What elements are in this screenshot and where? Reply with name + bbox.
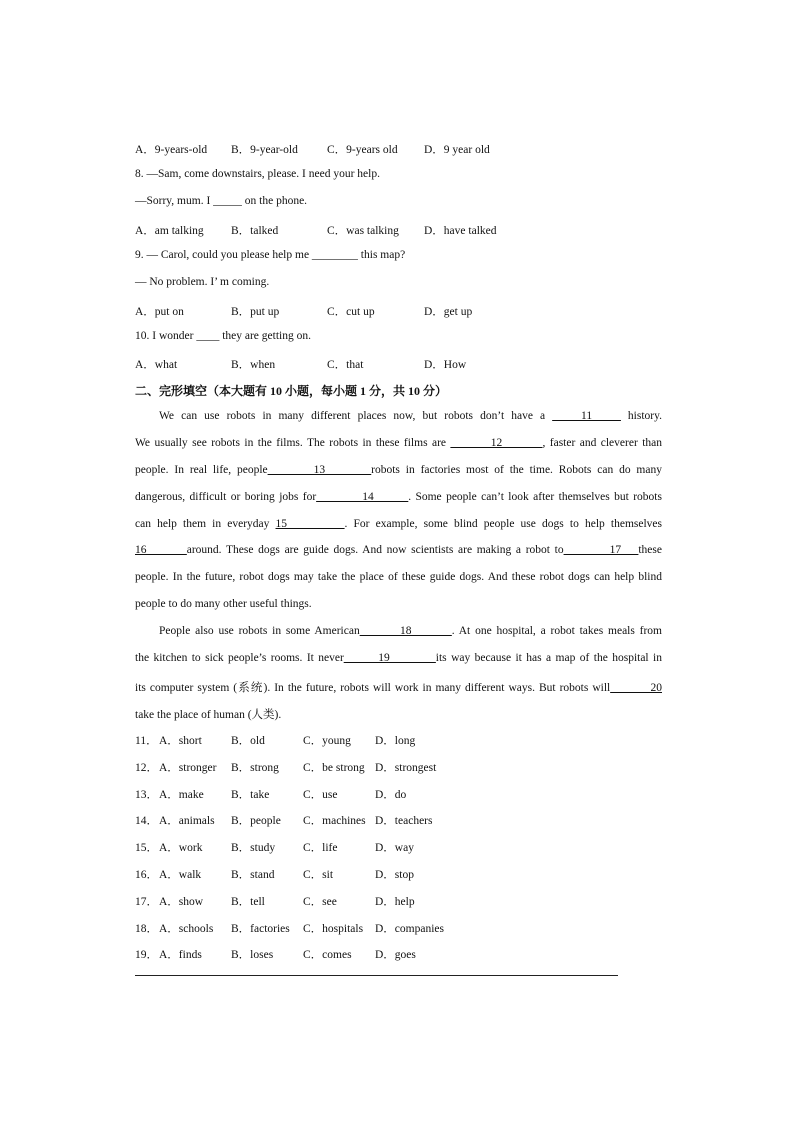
q7-option-b: B．9-year-old xyxy=(231,144,298,156)
choice-option[interactable]: D．companies xyxy=(375,923,444,935)
blank-18[interactable]: _______18_______ xyxy=(359,625,452,637)
passage-text: around. These dogs are guide dogs. And now scientists are making a robot to xyxy=(186,544,564,556)
choice-option[interactable]: A．show xyxy=(159,896,204,908)
blank-16[interactable]: 16_______ xyxy=(135,544,187,556)
section-title: 二、完形填空（本大题有 10 小题，每小题 1 分，共 10 分） xyxy=(135,384,448,398)
choice-option[interactable]: A．work xyxy=(159,842,203,854)
choice-option[interactable]: B．factories xyxy=(231,923,290,935)
q8-option-c: C．was talking xyxy=(327,225,399,237)
q8-reply: —Sorry, mum. I _____ on the phone. xyxy=(135,195,308,207)
choice-option[interactable]: B．study xyxy=(231,842,276,854)
choice-option[interactable]: B．people xyxy=(231,815,281,827)
passage-line xyxy=(135,706,662,722)
choice-option[interactable]: B．tell xyxy=(231,896,265,908)
choice-option[interactable]: A．short xyxy=(159,735,202,747)
passage-line xyxy=(135,652,662,664)
q10-stem: 10. I wonder ____ they are getting on. xyxy=(135,330,311,342)
q9-option-b: B．put up xyxy=(231,306,280,318)
choice-option[interactable]: C．hospitals xyxy=(303,923,364,935)
choice-option[interactable]: D．teachers xyxy=(375,815,433,827)
passage-line xyxy=(135,571,662,583)
choice-option[interactable]: A．stronger xyxy=(159,762,217,774)
choice-option[interactable]: A．finds xyxy=(159,949,202,961)
choice-option[interactable]: B．take xyxy=(231,789,270,801)
q8-option-a: A．am talking xyxy=(135,225,204,237)
choice-number: 15． xyxy=(135,842,158,854)
passage-text: people to do many other useful things. xyxy=(135,598,312,610)
choice-option[interactable]: D．help xyxy=(375,896,415,908)
q7-option-d: D．9 year old xyxy=(424,144,490,156)
choice-number: 13． xyxy=(135,789,158,801)
choice-option[interactable]: C．machines xyxy=(303,815,366,827)
q10-option-a: A．what xyxy=(135,359,178,371)
divider-rule xyxy=(135,975,618,976)
passage-text: take the place of human (人类). xyxy=(135,709,282,721)
choice-number: 17． xyxy=(135,896,158,908)
choice-option[interactable]: C．use xyxy=(303,789,338,801)
passage-text: People also use robots in some American xyxy=(159,625,360,637)
choice-option[interactable]: C．sit xyxy=(303,869,334,881)
passage-line xyxy=(135,598,662,610)
choice-option[interactable]: C．life xyxy=(303,842,338,854)
passage-line xyxy=(135,491,662,503)
choice-option[interactable]: D．long xyxy=(375,735,416,747)
choice-option[interactable]: A．walk xyxy=(159,869,202,881)
passage-text: We can use robots in many different places now, but robots don’t have a xyxy=(159,410,553,422)
passage-text: history. xyxy=(620,410,662,422)
blank-14[interactable]: ________14______ xyxy=(316,491,409,503)
choice-option[interactable]: A．animals xyxy=(159,815,215,827)
choice-option[interactable]: D．way xyxy=(375,842,414,854)
passage-text: robots in factories most of the time. Robots can do many xyxy=(371,464,662,476)
q8-stem: 8. —Sam, come downstairs, please. I need your help. xyxy=(135,168,380,180)
choice-number: 19． xyxy=(135,949,158,961)
q9-option-a: A．put on xyxy=(135,306,184,318)
choice-number: 16． xyxy=(135,869,158,881)
q10-option-b: B．when xyxy=(231,359,276,371)
blank-11[interactable]: _____11_____ xyxy=(552,410,621,422)
passage-text: people. In real life, people xyxy=(135,464,268,476)
passage-text: the kitchen to sick people’s rooms. It never xyxy=(135,652,344,664)
q8-option-d: D．have talked xyxy=(424,225,497,237)
choice-option[interactable]: D．goes xyxy=(375,949,416,961)
passage-line xyxy=(135,518,662,530)
blank-12[interactable]: _______12_______ xyxy=(450,437,543,449)
choice-option[interactable]: A．make xyxy=(159,789,204,801)
passage-text: can help them in everyday xyxy=(135,518,276,530)
passage-text: its computer system (系统). In the future, robots will work in many different ways. But robots will xyxy=(135,682,611,694)
passage-text: people. In the future, robot dogs may take the place of these guide dogs. And these robot dogs can help blind xyxy=(135,571,662,583)
choice-option[interactable]: C．be strong xyxy=(303,762,365,774)
q7-option-c: C．9-years old xyxy=(327,144,398,156)
choice-option[interactable]: B．old xyxy=(231,735,265,747)
choice-number: 12． xyxy=(135,762,158,774)
passage-line xyxy=(135,679,662,695)
passage-line xyxy=(135,437,662,449)
choice-option[interactable]: C．comes xyxy=(303,949,352,961)
q9-stem: 9. — Carol, could you please help me ________ this map? xyxy=(135,249,406,261)
q9-option-c: C．cut up xyxy=(327,306,375,318)
passage-text: . Some people can’t look after themselves but robots xyxy=(408,491,662,503)
choice-option[interactable]: D．do xyxy=(375,789,407,801)
choice-option[interactable]: C．see xyxy=(303,896,337,908)
passage-line xyxy=(159,625,662,637)
choice-option[interactable]: B．loses xyxy=(231,949,274,961)
passage-text: . For example, some blind people use dogs to help themselves xyxy=(344,518,662,530)
passage-text: , faster and cleverer than xyxy=(542,437,663,449)
q10-option-c: C．that xyxy=(327,359,364,371)
passage-text: these xyxy=(638,544,662,556)
choice-number: 11． xyxy=(135,735,158,747)
passage-text: dangerous, difficult or boring jobs for xyxy=(135,491,317,503)
blank-13[interactable]: ________13________ xyxy=(267,464,372,476)
choice-option[interactable]: D．stop xyxy=(375,869,414,881)
passage-line xyxy=(135,464,662,476)
choice-option[interactable]: B．stand xyxy=(231,869,275,881)
q9-option-d: D．get up xyxy=(424,306,473,318)
choice-option[interactable]: B．strong xyxy=(231,762,279,774)
choice-option[interactable]: A．schools xyxy=(159,923,214,935)
choice-number: 18． xyxy=(135,923,158,935)
q10-option-d: D．How xyxy=(424,359,467,371)
blank-15[interactable]: 15__________ xyxy=(275,518,345,530)
passage-line xyxy=(135,544,662,556)
choice-option[interactable]: D．strongest xyxy=(375,762,437,774)
q7-option-a: A．9-years-old xyxy=(135,144,208,156)
blank-19[interactable]: ______19________ xyxy=(343,652,436,664)
passage-text: . At one hospital, a robot takes meals from xyxy=(451,625,663,637)
blank-17[interactable]: ________17___ xyxy=(563,544,639,556)
choice-option[interactable]: C．young xyxy=(303,735,351,747)
passage-text: its way because it has a map of the hospital in xyxy=(435,652,662,664)
passage-text: We usually see robots in the films. The robots in these films are xyxy=(135,437,451,449)
passage-line xyxy=(159,410,662,422)
choice-number: 14． xyxy=(135,815,158,827)
q8-option-b: B．talked xyxy=(231,225,279,237)
blank-20[interactable]: _______20 xyxy=(610,682,662,694)
q9-reply: — No problem. I’ m coming. xyxy=(135,276,270,288)
